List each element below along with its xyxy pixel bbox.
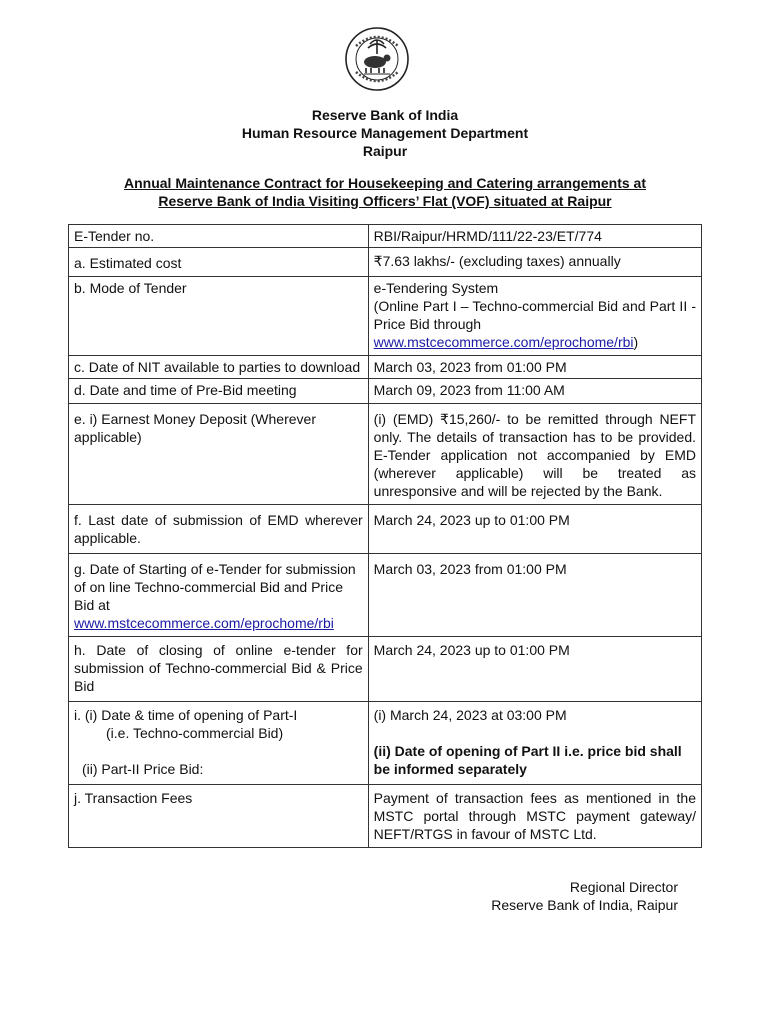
opening-value (368, 702, 701, 785)
prebid-label: d. Date and time of Pre-Bid meeting (69, 379, 369, 404)
estimated-cost-value: ₹7.63 lakhs/- (excluding taxes) annually (368, 248, 701, 277)
opening-label-part2: (ii) Part-II Price Bid: (82, 761, 204, 777)
header-department: Human Resource Management Department (241, 125, 529, 141)
header-city: Raipur (362, 143, 408, 159)
fees-value: Payment of transaction fees as mentioned in the MSTC portal through MSTC payment gateway/ NEFT/RTGS in favour of MSTC Ltd. (368, 785, 701, 848)
etender-value: RBI/Raipur/HRMD/111/22-23/ET/774 (368, 225, 701, 248)
header (0, 106, 770, 160)
signature-designation: Regional Director (569, 879, 678, 895)
estimated-cost-label: a. Estimated cost (69, 248, 369, 277)
mode-close-paren: ) (633, 334, 639, 350)
signature-office: Reserve Bank of India, Raipur (491, 897, 678, 913)
table-row (69, 277, 702, 356)
tender-details-table (68, 224, 702, 848)
mode-system: e-Tendering System (373, 280, 499, 296)
table-row (69, 637, 702, 702)
etender-label: E-Tender no. (69, 225, 369, 248)
mstc-portal-link[interactable]: www.mstcecommerce.com/eprochome/rbi (373, 334, 634, 350)
rbi-seal-icon (344, 24, 410, 94)
table-row (69, 702, 702, 785)
nit-date-label: c. Date of NIT available to parties to download (69, 356, 369, 379)
opening-label-part1-note: (i.e. Techno-commercial Bid) (106, 725, 284, 741)
last-emd-value: March 24, 2023 up to 01:00 PM (368, 505, 701, 554)
fees-label: j. Transaction Fees (69, 785, 369, 848)
prebid-value: March 09, 2023 from 11:00 AM (368, 379, 701, 404)
start-label-text: g. Date of Starting of e-Tender for submission of on line Techno-commercial Bid and Price Bid at (74, 561, 356, 613)
table-row (69, 505, 702, 554)
table-row (69, 404, 702, 505)
table-row (69, 225, 702, 248)
mode-link-line (374, 333, 696, 351)
mode-description: (Online Part I – Techno-commercial Bid and Part II - Price Bid through (373, 298, 696, 332)
document-title (60, 174, 710, 210)
opening-value-part2: (ii) Date of opening of Part II i.e. price bid shall be informed separately (373, 743, 682, 777)
mode-label: b. Mode of Tender (69, 277, 369, 356)
table-row (69, 248, 702, 277)
closing-value: March 24, 2023 up to 01:00 PM (368, 637, 701, 702)
opening-value-part1: (i) March 24, 2023 at 03:00 PM (373, 707, 567, 723)
table-row (69, 379, 702, 404)
opening-label (69, 702, 369, 785)
closing-label: h. Date of closing of online e-tender for submission of Techno-commercial Bid & Price Bid (69, 637, 369, 702)
signature-block (420, 878, 678, 914)
title-line-1: Annual Maintenance Contract for Housekeeping and Catering arrangements at (124, 175, 646, 191)
table-row (69, 785, 702, 848)
table-row (69, 356, 702, 379)
emd-value: (i) (EMD) ₹15,260/- to be remitted through NEFT only. The details of transaction has to be provided. E-Tender application not accompanied by EMD (wherever applicable) will be treated as unresponsive and will be rejected by the Bank. (368, 404, 701, 505)
header-bank-name: Reserve Bank of India (311, 107, 459, 123)
nit-date-value: March 03, 2023 from 01:00 PM (368, 356, 701, 379)
rbi-seal-logo (344, 24, 410, 94)
mode-value (368, 277, 701, 356)
last-emd-label: f. Last date of submission of EMD wherever applicable. (69, 505, 369, 554)
start-value: March 03, 2023 from 01:00 PM (368, 554, 701, 637)
opening-label-part1: i. (i) Date & time of opening of Part-I (74, 707, 298, 723)
title-line-2: Reserve Bank of India Visiting Officers’ Flat (VOF) situated at Raipur (158, 193, 612, 209)
emd-label: e. i) Earnest Money Deposit (Wherever applicable) (69, 404, 369, 505)
start-label (69, 554, 369, 637)
table-row (69, 554, 702, 637)
mstc-portal-link[interactable]: www.mstcecommerce.com/eprochome/rbi (74, 615, 334, 631)
